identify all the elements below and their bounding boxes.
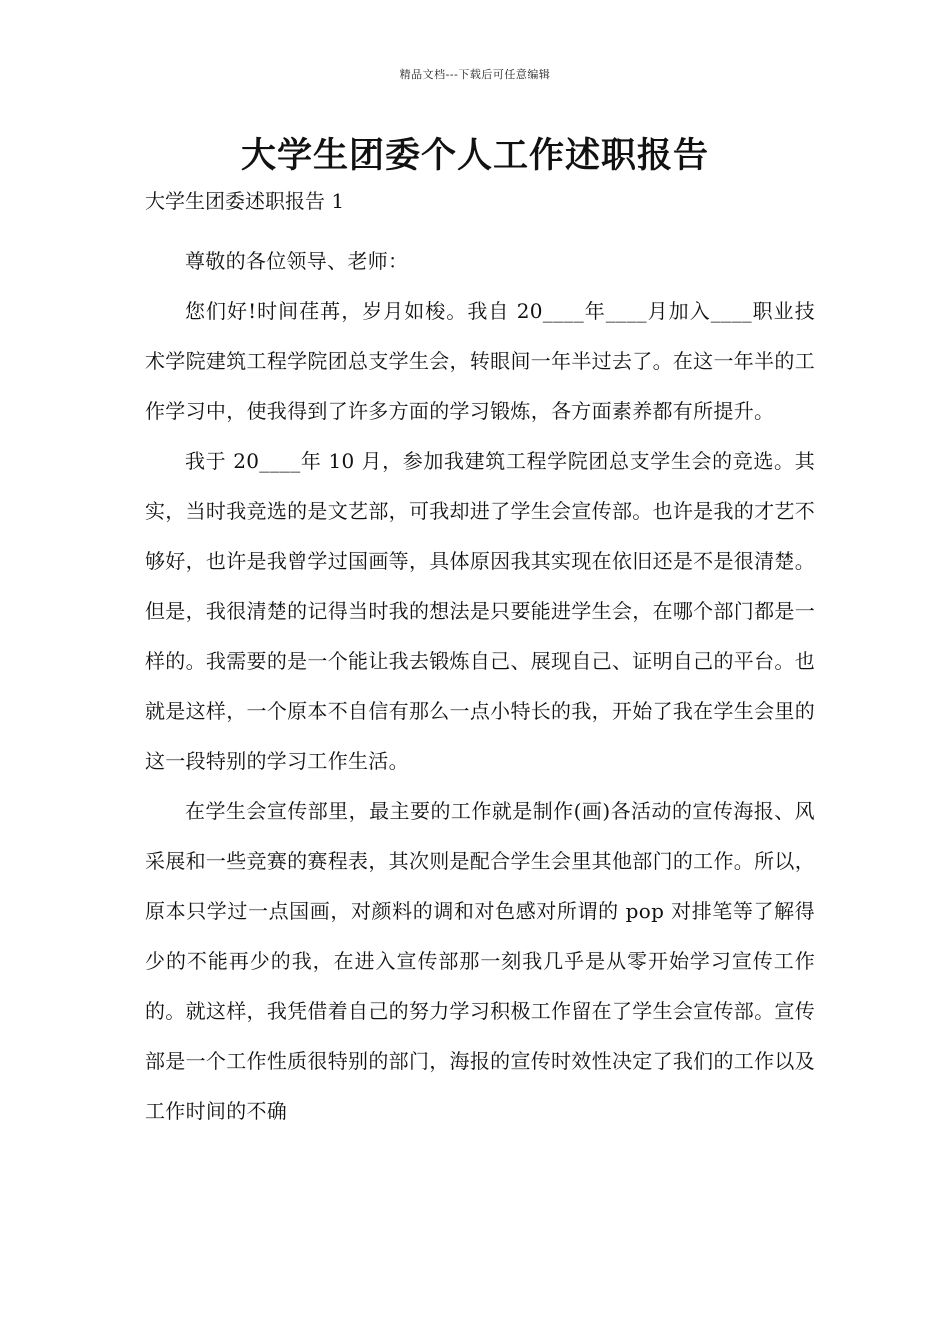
report-subheading: 大学生团委述职报告 1 — [145, 189, 345, 213]
body-paragraph: 您们好!时间荏苒，岁月如梭。我自 20____年____月加入____职业技术学院建筑工程学院团总支学生会，转眼间一年半过去了。在这一年半的工作学习中，使我得到了许多方面的学习锻炼，各方面素养都有所提升。 — [145, 299, 815, 423]
body-paragraph: 在学生会宣传部里，最主要的工作就是制作(画)各活动的宣传海报、风采展和一些竞赛的赛程表，其次则是配合学生会里其他部门的工作。所以，原本只学过一点国画，对颜料的调和对色感对所谓的 pop 对排笔等了解得少的不能再少的我，在进入宣传部那一刻我几乎是从零开始学习宣传工作的。就这样，我凭借着自己的努力学习积极工作留在了学生会宣传部。宣传部是一个工作性质很特别的部门，海报的宣传时效性决定了我们的工作以及工作时间的不确 — [145, 799, 815, 1123]
document-body — [145, 236, 815, 1136]
salutation-paragraph: 尊敬的各位领导、老师： — [185, 249, 409, 273]
document-title: 大学生团委个人工作述职报告 — [240, 135, 709, 176]
body-paragraph: 我于 20____年 10 月，参加我建筑工程学院团总支学生会的竞选。其实，当时我竞选的是文艺部，可我却进了学生会宣传部。也许是我的才艺不够好，也许是我曾学过国画等，具体原因我其实现在依旧还是不是很清楚。但是，我很清楚的记得当时我的想法是只要能进学生会，在哪个部门都是一样的。我需要的是一个能让我去锻炼自己、展现自己、证明自己的平台。也就是这样，一个原本不自信有那么一点小特长的我，开始了我在学生会里的这一段特别的学习工作生活。 — [145, 449, 815, 773]
page-header-note: 精品文档---下载后可任意编辑 — [399, 68, 551, 81]
